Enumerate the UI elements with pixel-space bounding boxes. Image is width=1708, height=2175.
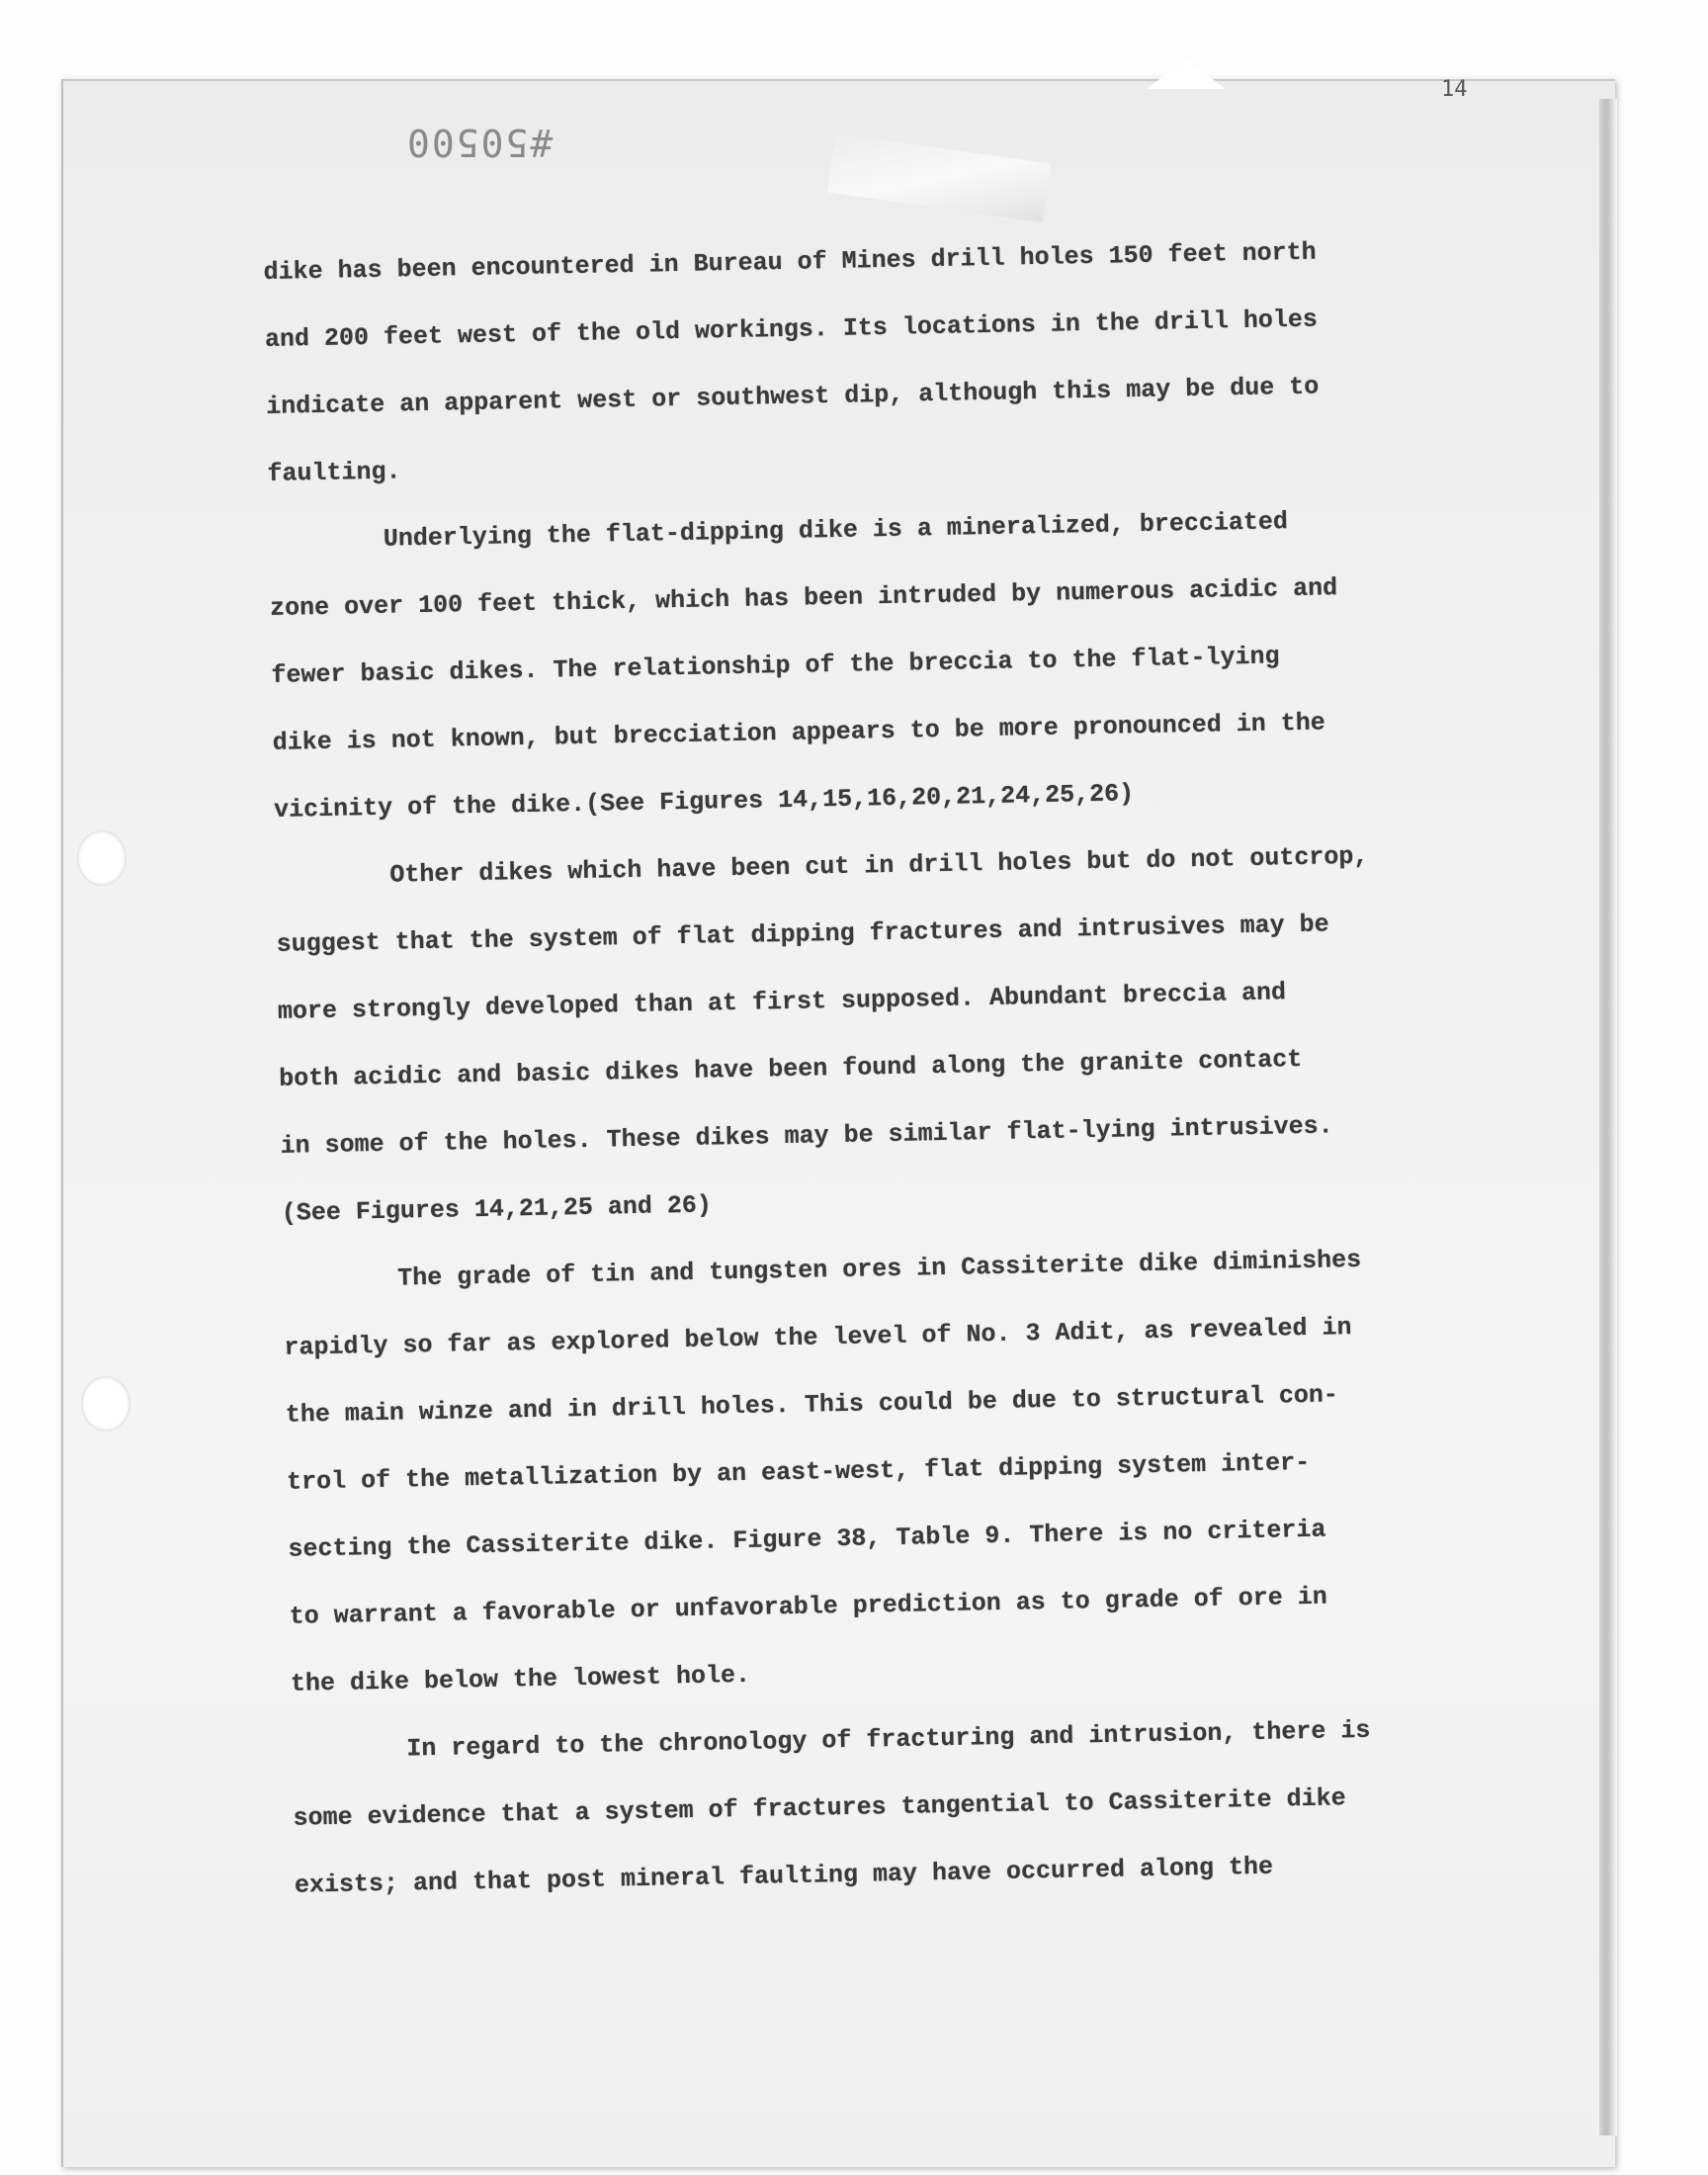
page-number: 14 xyxy=(1441,77,1468,102)
paragraph xyxy=(283,1224,1527,1718)
text-line: In regard to the chronology of fracturing and intrusion, there is xyxy=(406,1715,1371,1764)
text-line: fewer basic dikes. The relationship of the breccia to the flat-lying xyxy=(271,642,1280,690)
text-line: The grade of tin and tungsten ores in Cassiterite dike diminishes xyxy=(396,1245,1362,1293)
text-line: the dike below the lowest hole. xyxy=(290,1660,751,1698)
paragraph xyxy=(268,484,1509,844)
text-line: suggest that the system of flat dipping fractures and intrusives may be xyxy=(276,910,1329,959)
paper-tear xyxy=(1147,59,1226,89)
text-line: dike has been encountered in Bureau of Mines drill holes 150 feet north xyxy=(263,237,1317,287)
text-line: zone over 100 feet thick, which has been intruded by numerous acidic and xyxy=(269,573,1338,623)
paragraph xyxy=(275,821,1518,1248)
punch-hole-upper xyxy=(77,830,127,886)
document-body xyxy=(263,216,1530,1920)
text-line: dike is not known, but brecciation appears to be more pronounced in the xyxy=(272,708,1326,757)
text-line: to warrant a favorable or unfavorable prediction as to grade of ore in xyxy=(289,1582,1328,1631)
text-line: in some of the holes. These dikes may be similar flat-lying intrusives. xyxy=(280,1111,1333,1161)
text-line: rapidly so far as explored below the level of No. 3 Adit, as revealed in xyxy=(284,1313,1352,1362)
text-line: (See Figures 14,21,25 and 26) xyxy=(281,1190,713,1228)
text-line: exists; and that post mineral faulting may have occurred along the xyxy=(294,1852,1274,1900)
text-line: both acidic and basic dikes have been found along the granite contact xyxy=(279,1044,1303,1093)
text-line: and 200 feet west of the old workings. Its locations in the drill holes xyxy=(264,304,1319,354)
text-line: vicinity of the dike.(See Figures 14,15,16,20,21,24,25,26) xyxy=(273,779,1135,825)
text-line: trol of the metallization by an east-west, flat dipping system inter- xyxy=(286,1447,1311,1497)
text-line: faulting. xyxy=(267,457,401,488)
paper-edge-shadow xyxy=(1599,99,1617,2135)
text-line: secting the Cassiterite dike. Figure 38, Table 9. There is no criteria xyxy=(288,1515,1326,1564)
text-line: some evidence that a system of fractures tangential to Cassiterite dike xyxy=(293,1784,1346,1833)
punch-hole-lower xyxy=(81,1376,130,1432)
archive-stamp: #50500 xyxy=(405,121,554,164)
text-line: more strongly developed than at first supposed. Abundant breccia and xyxy=(277,978,1287,1026)
text-line: Other dikes which have been cut in drill holes but do not outcrop, xyxy=(389,841,1369,890)
text-line: indicate an apparent west or southwest dip, although this may be due to xyxy=(265,372,1320,421)
text-line: the main winze and in drill holes. This could be due to structural con- xyxy=(285,1380,1339,1430)
paragraph xyxy=(292,1695,1531,1920)
paragraph xyxy=(263,216,1503,508)
text-line: Underlying the flat-dipping dike is a mineralized, brecciated xyxy=(383,507,1289,554)
